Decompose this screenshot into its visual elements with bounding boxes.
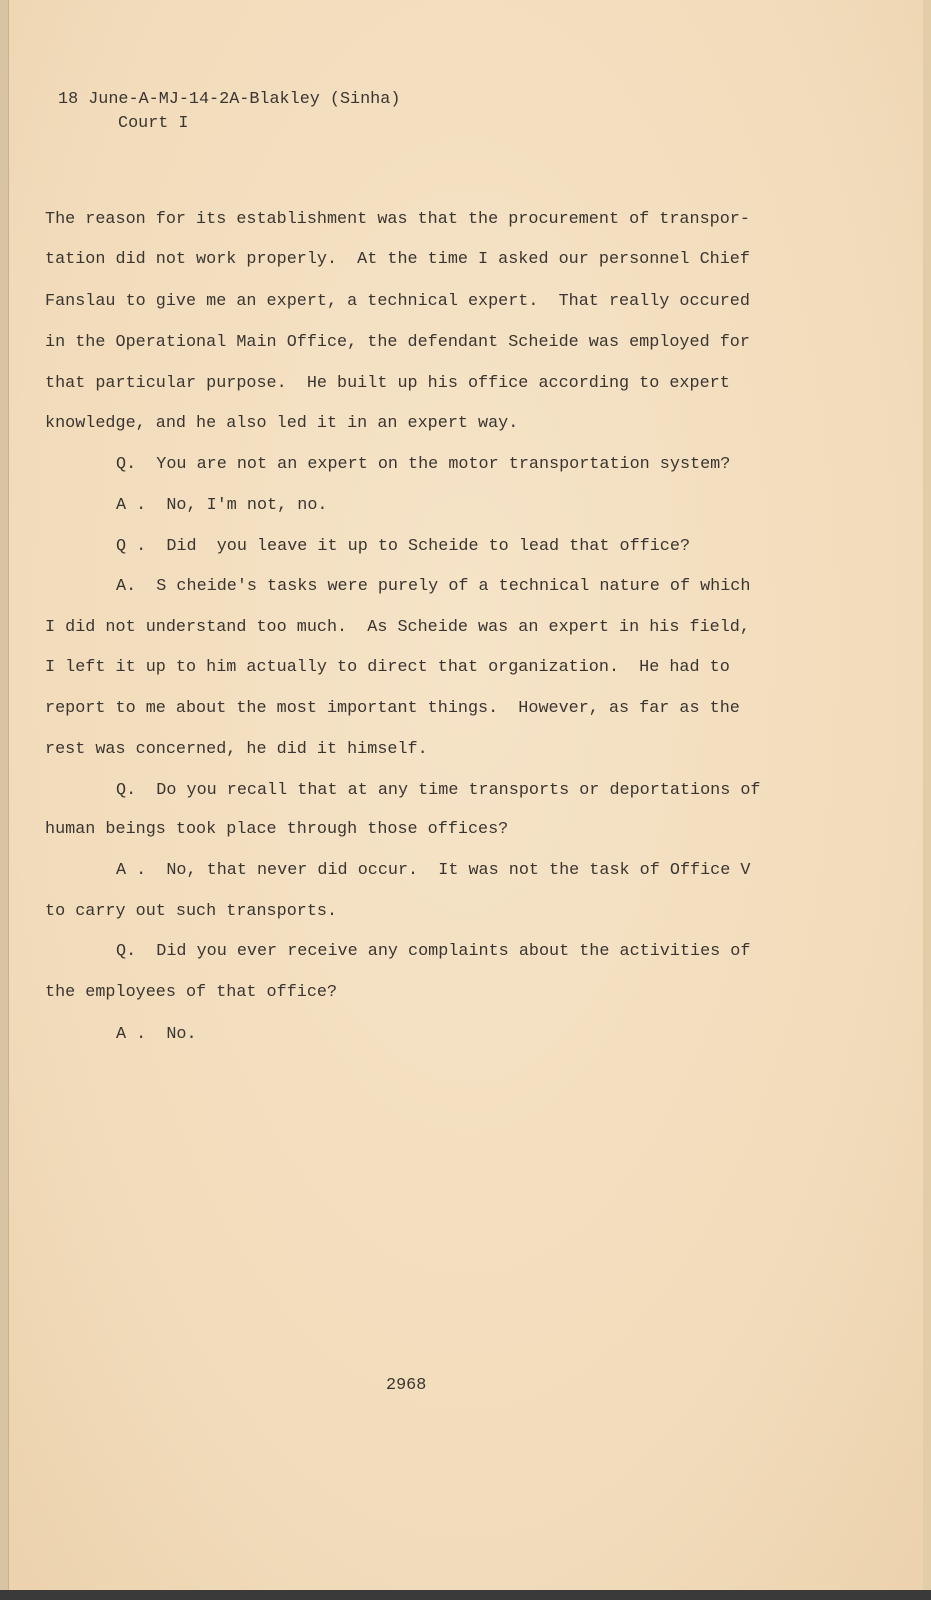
header-reference: 18 June-A-MJ-14-2A-Blakley (Sinha) (58, 90, 401, 109)
transcript-line: I did not understand too much. As Scheide was an expert in his field, (45, 618, 750, 637)
scan-border (0, 1590, 931, 1600)
transcript-line: Q. Did you ever receive any complaints about the activities of (116, 942, 751, 961)
transcript-line: to carry out such transports. (45, 902, 338, 921)
transcript-line: Q. Do you recall that at any time transports or deportations of (116, 781, 761, 800)
transcript-line: report to me about the most important things. However, as far as the (45, 699, 740, 718)
transcript-line: knowledge, and he also led it in an expert way. (45, 414, 519, 433)
transcript-line: tation did not work properly. At the time I asked our personnel Chief (45, 250, 750, 269)
transcript-line: in the Operational Main Office, the defendant Scheide was employed for (45, 333, 750, 352)
page-number: 2968 (386, 1376, 427, 1395)
transcript-line: A . No. (116, 1025, 197, 1044)
transcript-line: A . No, I'm not, no. (116, 496, 328, 515)
transcript-line: rest was concerned, he did it himself. (45, 740, 428, 759)
transcript-line: A. S cheide's tasks were purely of a technical nature of which (116, 577, 751, 596)
transcript-line: Q. You are not an expert on the motor transportation system? (116, 455, 731, 474)
header-court: Court I (118, 114, 189, 133)
transcript-line: Fanslau to give me an expert, a technical expert. That really occured (45, 292, 750, 311)
transcript-line: that particular purpose. He built up his office according to expert (45, 374, 730, 393)
transcript-line: human beings took place through those offices? (45, 820, 509, 839)
page-left-edge (0, 0, 8, 1600)
page-right-edge (923, 0, 931, 1600)
transcript-line: I left it up to him actually to direct that organization. He had to (45, 658, 730, 677)
transcript-line: Q . Did you leave it up to Scheide to lead that office? (116, 537, 691, 556)
transcript-line: A . No, that never did occur. It was not the task of Office V (116, 861, 751, 880)
transcript-line: the employees of that office? (45, 983, 338, 1002)
transcript-line: The reason for its establishment was that the procurement of transpor- (45, 210, 750, 229)
